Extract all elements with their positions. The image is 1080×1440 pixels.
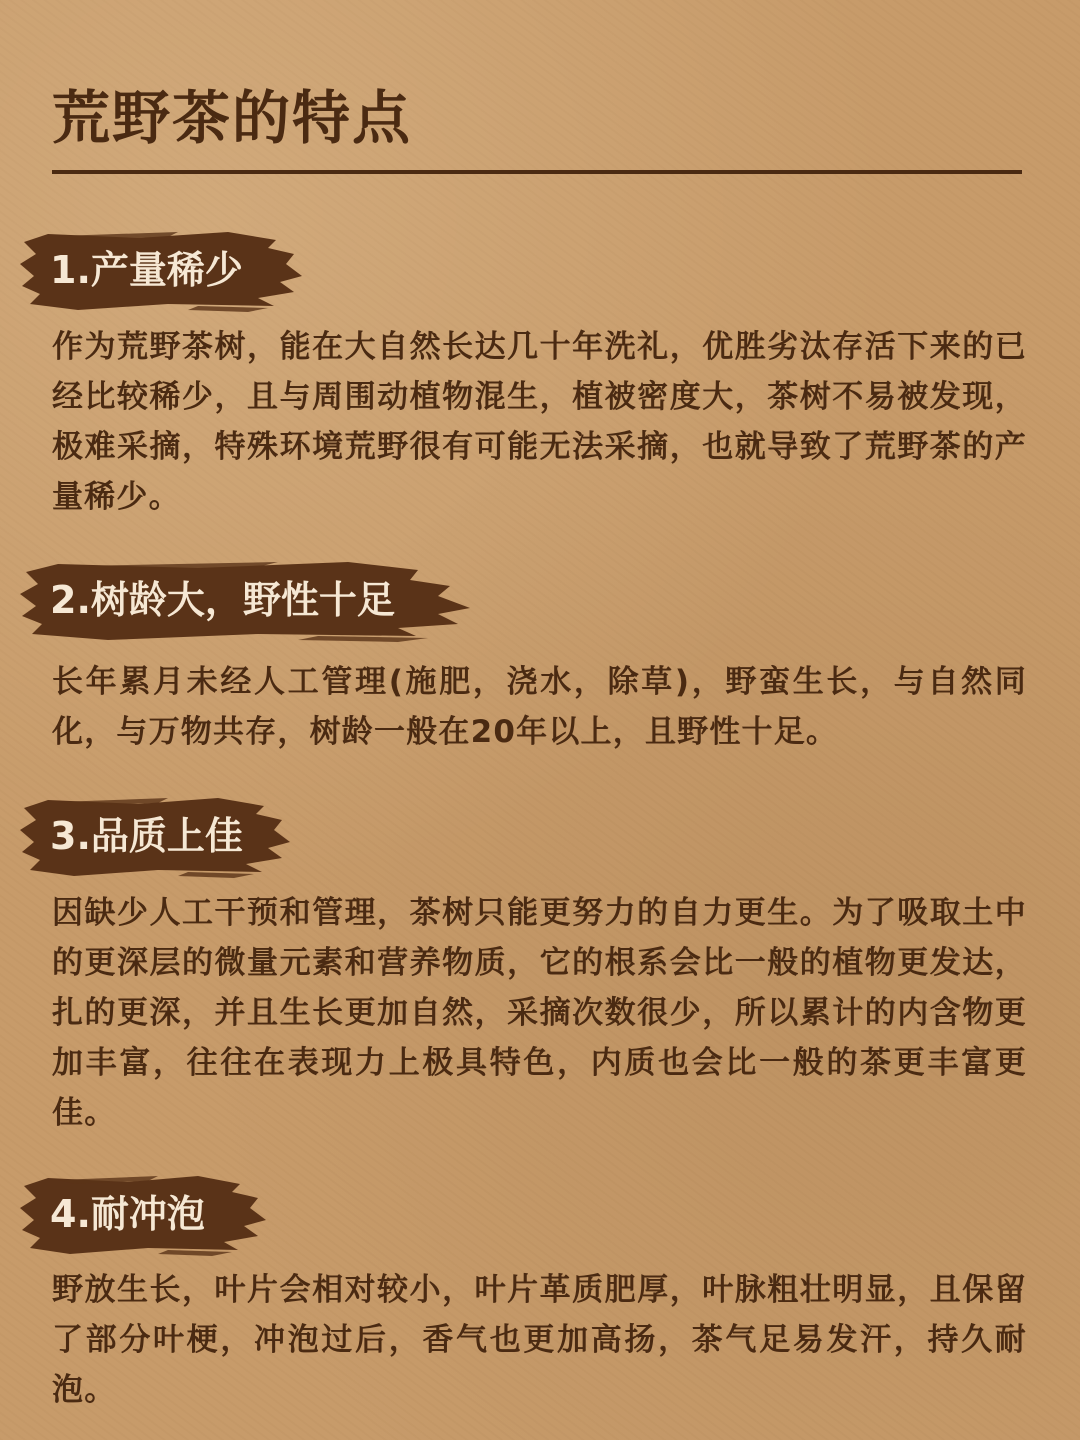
section-heading-label: 4.耐冲泡 [50,1192,205,1236]
section-heading-4 [18,1172,268,1258]
section-body-3: 因缺少人工干预和管理，茶树只能更努力的自力更生。为了吸取土中的更深层的微量元素和营养物质，它的根系会比一般的植物更发达，扎的更深，并且生长更加自然，采摘次数很少，所以累计的内含物更加丰富，往往在表现力上极具特色，内质也会比一般的茶更丰富更佳。 [52,895,1027,1131]
page-title: 荒野茶的特点 [52,84,413,152]
section-body-1: 作为荒野茶树，能在大自然长达几十年洗礼，优胜劣汰存活下来的已经比较稀少，且与周围动植物混生，植被密度大，茶树不易被发现，极难采摘，特殊环境荒野很有可能无法采摘，也就导致了荒野茶的产量稀少。 [52,329,1027,515]
section-heading-label: 1.产量稀少 [50,248,243,292]
section-body-2: 长年累月未经人工管理(施肥，浇水，除草)，野蛮生长，与自然同化，与万物共存，树龄一般在20年以上，且野性十足。 [52,664,1027,750]
section-heading-2 [18,558,474,644]
section-heading-label: 2.树龄大，野性十足 [50,578,395,622]
section-heading-label: 3.品质上佳 [50,814,243,858]
section-heading-3 [18,794,294,880]
title-divider [52,170,1022,174]
section-body-4: 野放生长，叶片会相对较小，叶片革质肥厚，叶脉粗壮明显，且保留了部分叶梗，冲泡过后，香气也更加高扬，茶气足易发汗，持久耐泡。 [52,1272,1027,1408]
section-heading-1 [18,228,308,314]
